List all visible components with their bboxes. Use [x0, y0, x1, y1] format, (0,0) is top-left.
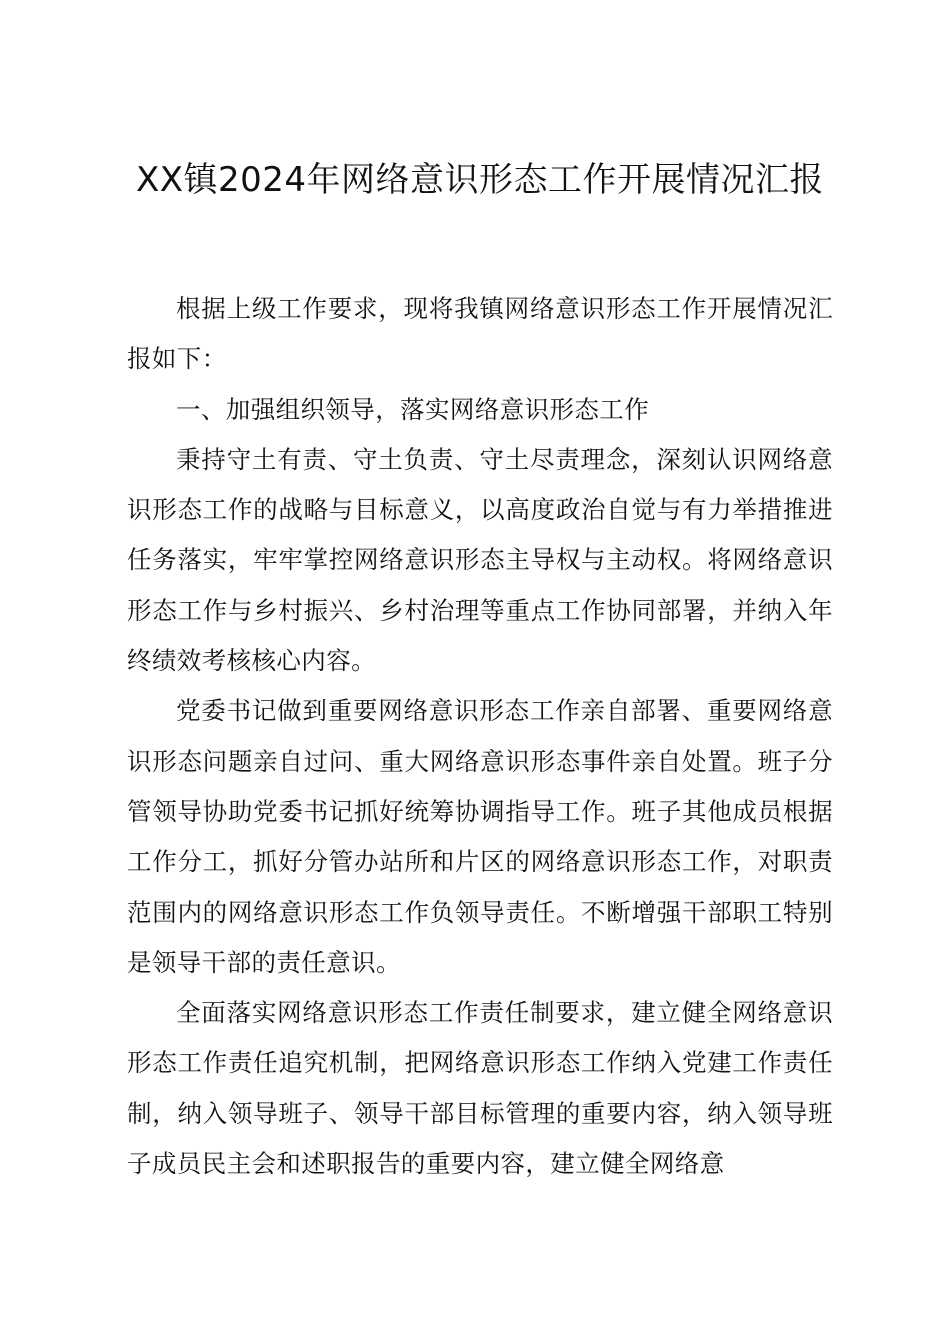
section-heading-1: 一、加强组织领导，落实网络意识形态工作 — [176, 394, 650, 424]
body-paragraph-2: 党委书记做到重要网络意识形态工作亲自部署、重要网络意识形态问题亲自过问、重大网络意识形态事件亲自处置。班子分管领导协助党委书记抓好统筹协调指导工作。班子其他成员根据工作分工，抓好分管办站所和片区的网络意识形态工作，对职责范围内的网络意识形态工作负领导责任。不断增强干部职工特别是领导干部的责任意识。 — [127, 696, 833, 977]
intro-paragraph: 根据上级工作要求，现将我镇网络意识形态工作开展情况汇报如下： — [127, 294, 833, 374]
body-paragraph-1: 秉持守土有责、守土负责、守土尽责理念，深刻认识网络意识形态工作的战略与目标意义，以高度政治自觉与有力举措推进任务落实，牢牢掌控网络意识形态主导权与主动权。将网络意识形态工作与乡村振兴、乡村治理等重点工作协同部署，并纳入年终绩效考核核心内容。 — [127, 444, 833, 676]
body-paragraph-3: 全面落实网络意识形态工作责任制要求，建立健全网络意识形态工作责任追究机制，把网络意识形态工作纳入党建工作责任制，纳入领导班子、领导干部目标管理的重要内容，纳入领导班子成员民主会和述职报告的重要内容，建立健全网络意 — [127, 998, 833, 1179]
document-body — [127, 284, 833, 1189]
document-title: XX镇2024年网络意识形态工作开展情况汇报 — [135, 160, 825, 200]
